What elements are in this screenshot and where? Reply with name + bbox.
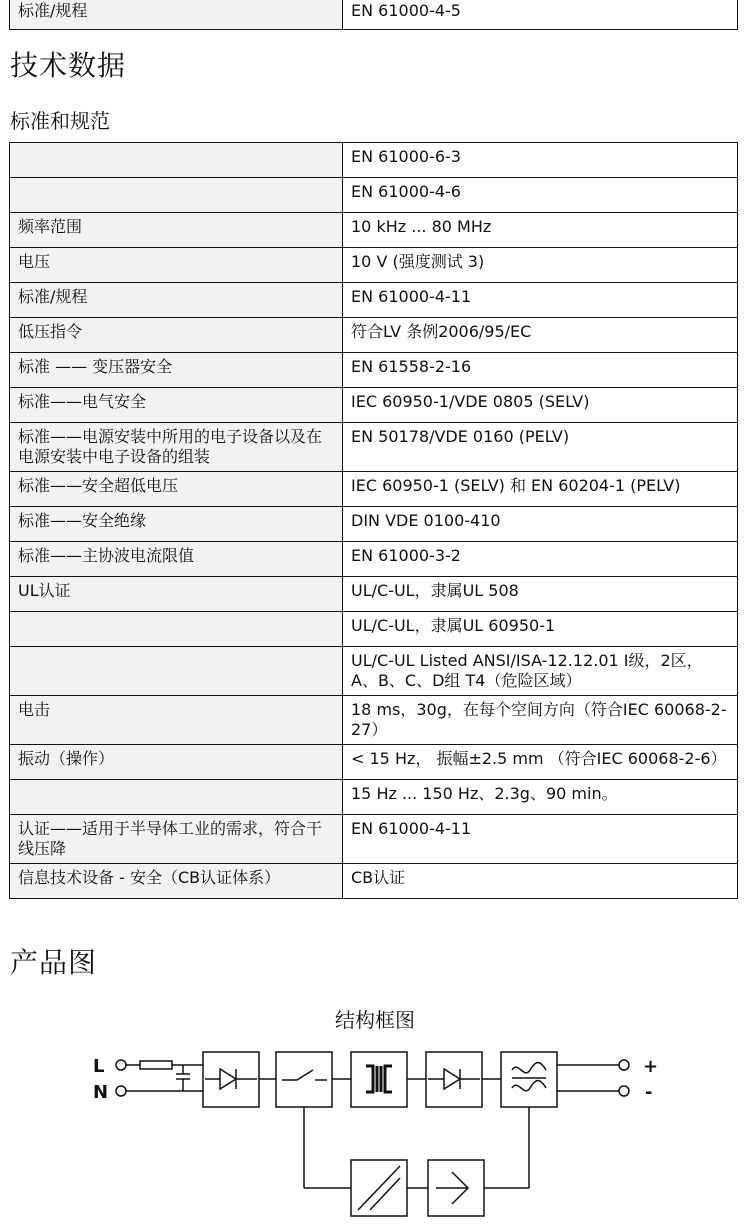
row-label: 标准——主协波电流限值 (10, 542, 343, 577)
output-minus-label: - (645, 1082, 653, 1103)
row-value: UL/C-UL，隶属UL 60950-1 (343, 612, 738, 647)
transformer-icon (351, 1052, 407, 1107)
table-row (10, 647, 738, 696)
table-row (10, 745, 738, 780)
section-title-technical-data: 技术数据 (10, 49, 127, 82)
row-value: EN 61558-2-16 (343, 353, 738, 388)
row-value: EN 61000-4-11 (343, 283, 738, 318)
row-label: UL认证 (10, 577, 343, 612)
block-diagram-title: 结构框图 (335, 1008, 415, 1032)
output-plus-terminal-icon (619, 1060, 629, 1070)
row-label: 标准——安全超低电压 (10, 472, 343, 507)
table-row (10, 542, 738, 577)
table-row (10, 143, 738, 178)
row-value: EN 61000-3-2 (343, 542, 738, 577)
row-value: EN 61000-4-6 (343, 178, 738, 213)
block-diagram (0, 1030, 750, 1220)
switch-icon (276, 1052, 332, 1107)
table-row (10, 178, 738, 213)
regulator-icon (428, 1160, 484, 1216)
row-value: 符合LV 条例2006/95/EC (343, 318, 738, 353)
table-row (10, 423, 738, 472)
fuse-icon (140, 1061, 172, 1069)
table-row (10, 318, 738, 353)
terminal-l-label: L (93, 1056, 105, 1077)
row-label (10, 178, 343, 213)
filter-icon (501, 1052, 557, 1107)
row-label: 电击 (10, 696, 343, 745)
row-label: 信息技术设备 - 安全（CB认证体系） (10, 864, 343, 899)
row-label: 认证——适用于半导体工业的需求，符合干线压降 (10, 815, 343, 864)
row-label (10, 143, 343, 178)
row-label: 标准——电气安全 (10, 388, 343, 423)
table-row (10, 507, 738, 542)
row-value: EN 61000-4-5 (343, 0, 738, 30)
terminal-n-icon (116, 1086, 126, 1096)
table-row (10, 864, 738, 899)
row-label: 标准——安全绝缘 (10, 507, 343, 542)
row-value: 10 kHz ... 80 MHz (343, 213, 738, 248)
table-row (10, 388, 738, 423)
table-row (10, 283, 738, 318)
table-row (10, 577, 738, 612)
table-row (10, 780, 738, 815)
subsection-title-standards: 标准和规范 (10, 109, 110, 133)
row-label: 标准——电源安装中所用的电子设备以及在电源安装中电子设备的组装 (10, 423, 343, 472)
row-label: 振动（操作） (10, 745, 343, 780)
standards-table (9, 142, 738, 899)
row-label (10, 780, 343, 815)
table-row (10, 612, 738, 647)
capacitor-icon (176, 1065, 190, 1091)
terminal-l-icon (116, 1060, 126, 1070)
row-value: EN 61000-6-3 (343, 143, 738, 178)
terminal-n-label: N (93, 1082, 109, 1103)
row-label: 低压指令 (10, 318, 343, 353)
section-title-product-image: 产品图 (10, 946, 98, 979)
row-value: UL/C-UL Listed ANSI/ISA-12.12.01 I级，2区，A、B、C、D组 T4（危险区域） (343, 647, 738, 696)
output-minus-terminal-icon (619, 1086, 629, 1096)
row-value: < 15 Hz， 振幅±2.5 mm （符合IEC 60068-2-6） (343, 745, 738, 780)
row-label: 标准/规程 (10, 0, 343, 30)
row-label: 标准 —— 变压器安全 (10, 353, 343, 388)
table-row (10, 696, 738, 745)
row-value: 10 V (强度测试 3) (343, 248, 738, 283)
row-value: UL/C-UL，隶属UL 508 (343, 577, 738, 612)
row-value: IEC 60950-1/VDE 0805 (SELV) (343, 388, 738, 423)
row-value: IEC 60950-1 (SELV) 和 EN 60204-1 (PELV) (343, 472, 738, 507)
row-value: 15 Hz ... 150 Hz、2.3g、90 min。 (343, 780, 738, 815)
table-row (10, 472, 738, 507)
rectifier-icon (203, 1052, 259, 1107)
row-label: 频率范围 (10, 213, 343, 248)
row-label (10, 647, 343, 696)
row-value: EN 61000-4-11 (343, 815, 738, 864)
row-value: EN 50178/VDE 0160 (PELV) (343, 423, 738, 472)
output-plus-label: + (643, 1056, 659, 1077)
row-label: 电压 (10, 248, 343, 283)
table-row (10, 213, 738, 248)
row-value: DIN VDE 0100-410 (343, 507, 738, 542)
output-rectifier-icon (426, 1052, 482, 1107)
table-row (10, 0, 738, 30)
row-label: 标准/规程 (10, 283, 343, 318)
row-value: 18 ms，30g，在每个空间方向（符合IEC 60068-2-27） (343, 696, 738, 745)
table-row (10, 248, 738, 283)
optocoupler-icon (351, 1160, 407, 1216)
table-row (10, 353, 738, 388)
row-value: CB认证 (343, 864, 738, 899)
row-label (10, 612, 343, 647)
top-spec-table (9, 0, 738, 30)
table-row (10, 815, 738, 864)
